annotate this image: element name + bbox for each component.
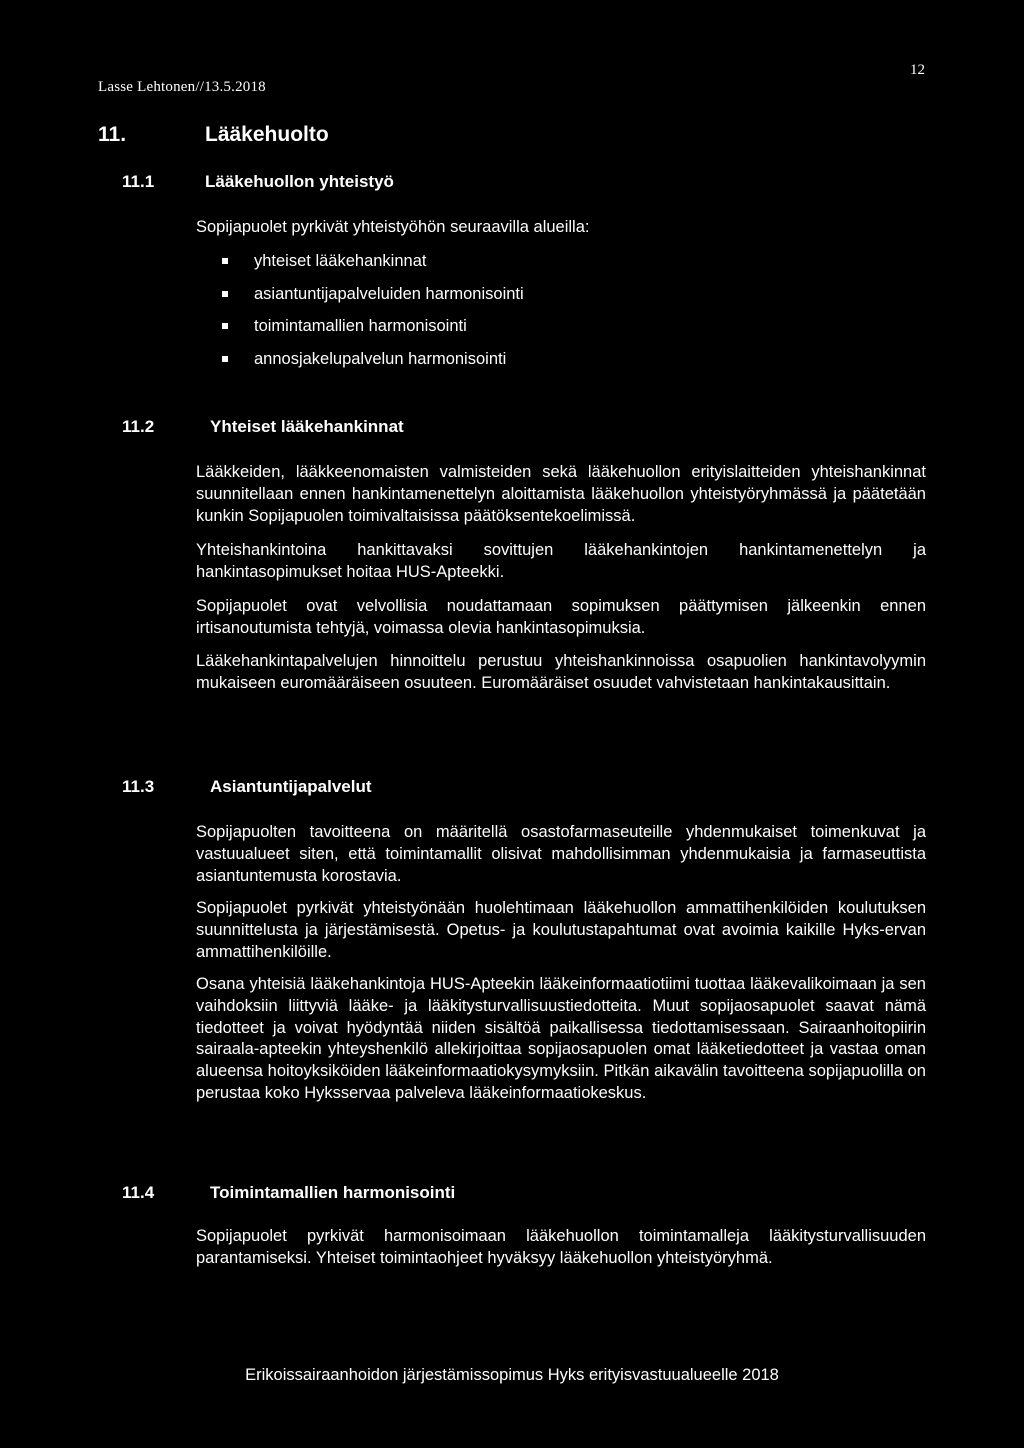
bullet-list xyxy=(196,250,524,380)
subsection-title-11-3: Asiantuntijapalvelut xyxy=(210,777,372,796)
list-item-text: asiantuntijapalveluiden harmonisointi xyxy=(254,284,524,303)
paragraph: Lääkkeiden, lääkkeenomaisten valmisteiden sekä lääkehuollon erityislaitteiden yhteishankinnat suunnitellaan ennen hankintamenettelyn aloittamista lääkehuollon yhteistyöryhmässä ja päätetään kunkin Sopijapuolen toimivaltaisissa päätöksentekoelimissä. xyxy=(196,463,926,525)
list-item xyxy=(196,283,524,316)
bullet-icon xyxy=(222,323,228,329)
list-item xyxy=(196,250,524,283)
section-number: 11. xyxy=(98,123,127,146)
page-number: 12 xyxy=(910,62,925,78)
paragraph-intro: Sopijapuolet pyrkivät yhteistyöhön seuraavilla alueilla: xyxy=(196,218,590,236)
subsection-number-11-3: 11.3 xyxy=(122,777,155,796)
list-item-text: yhteiset lääkehankinnat xyxy=(254,252,427,270)
paragraph: Sopijapuolet pyrkivät harmonisoimaan lääkehuollon toimintamalleja lääkitysturvallisuuden parantamiseksi. Yhteiset toimintaohjeet hyväksyy lääkehuollon yhteistyöryhmä. xyxy=(196,1227,926,1267)
bullet-icon xyxy=(222,291,228,297)
bullet-icon xyxy=(222,258,228,264)
subsection-number-11-2: 11.2 xyxy=(122,417,155,436)
subsection-title-11-1: Lääkehuollon yhteistyö xyxy=(205,172,394,191)
subsection-number-11-4: 11.4 xyxy=(122,1183,155,1202)
list-item xyxy=(196,315,524,348)
bullet-icon xyxy=(222,356,228,362)
paragraph: Sopijapuolet pyrkivät yhteistyönään huolehtimaan lääkehuollon ammattihenkilöiden koulutuksen suunnittelusta ja järjestämisestä. Opetus- ja koulutustapahtumat ovat avoimia kaikille Hyks-ervan ammattihenkilöille. xyxy=(196,899,926,961)
list-item-text: annosjakelupalvelun harmonisointi xyxy=(254,349,507,368)
paragraph: Sopijapuolten tavoitteena on määritellä osastofarmaseuteille yhdenmukaiset toimenkuvat ja vastuualueet siten, että toimintamallit olisivat mahdollisimman yhdenmukaisia ja farmaseuttista asiantuntemusta korostavia. xyxy=(196,823,926,885)
subsection-title-11-4: Toimintamallien harmonisointi xyxy=(210,1183,456,1202)
paragraph: Lääkehankintapalvelujen hinnoittelu perustuu yhteishankinnoissa osapuolien hankintavolyymin mukaiseen euromääräiseen osuuteen. Euromääräiset osuudet vahvistetaan hankintakausittain. xyxy=(196,652,926,692)
list-item xyxy=(196,348,524,381)
paragraph: Osana yhteisiä lääkehankintoja HUS-Apteekin lääkeinformaatiotiimi tuottaa lääkevalikoimaan ja sen vaihdoksiin liittyviä lääke- ja lääkitysturvallisuustiedotteita. Muut sopijaosapuolet saavat nämä tiedotteet ja voivat hyödyntää niiden sisältöä paikallisessa tiedottamisessaan. Sairaanhoitopiirin sairaala-apteekin yhteyshenkilö allekirjoittaa sopijaosapuolen omat lääketiedotteet ja vastaa oman alueensa hoitoyksiköiden lääkeinformaatiokysymyksiin. Pitkän aikavälin tavoitteena sopijapuolilla on perustaa koko Hyksservaa palveleva lääkeinformaatiokeskus. xyxy=(196,975,926,1102)
paragraph: Sopijapuolet ovat velvollisia noudattamaan sopimuksen päättymisen jälkeenkin ennen irtisanoutumista tehtyjä, voimassa olevia hankintasopimuksia. xyxy=(196,597,926,637)
subsection-number-11-1: 11.1 xyxy=(122,172,155,191)
footer-text: Erikoissairaanhoidon järjestämissopimus Hyks erityisvastuualueelle 2018 xyxy=(245,1366,779,1384)
paragraph: Yhteishankintoina hankittavaksi sovittujen lääkehankintojen hankintamenettelyn ja hankintasopimukset hoitaa HUS-Apteekki. xyxy=(196,541,926,581)
header-author-date: Lasse Lehtonen//13.5.2018 xyxy=(98,79,266,95)
subsection-title-11-2: Yhteiset lääkehankinnat xyxy=(210,417,404,436)
list-item-text: toimintamallien harmonisointi xyxy=(254,317,467,335)
section-title: Lääkehuolto xyxy=(205,123,329,146)
